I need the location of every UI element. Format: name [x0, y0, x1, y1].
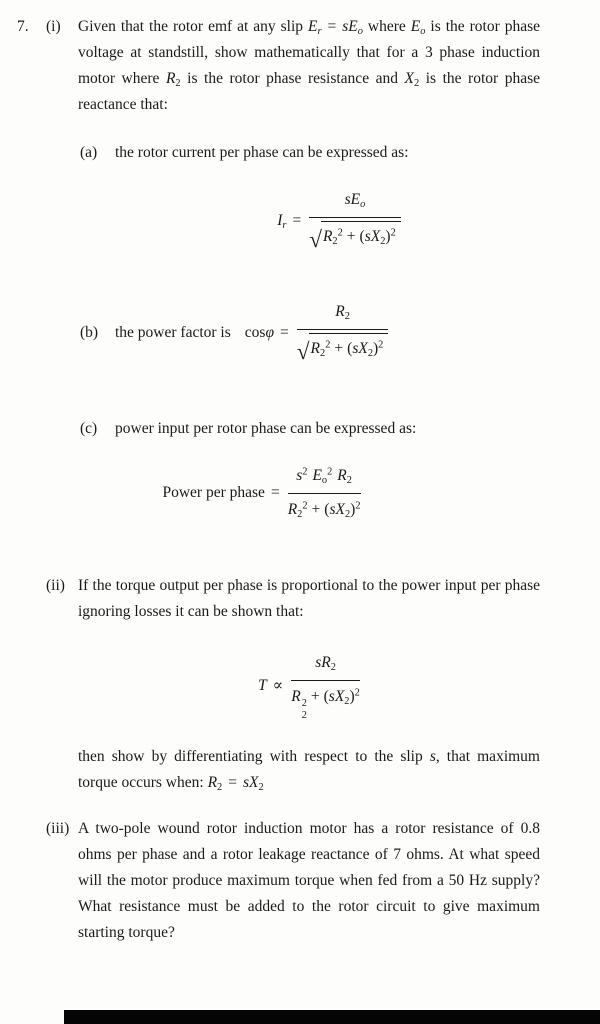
open-paren: ( [359, 228, 365, 246]
math-sX-base: sX [242, 774, 259, 792]
part-ii-body [78, 573, 540, 796]
math-Eo-base: E [410, 18, 421, 35]
math-R: R [287, 501, 298, 519]
formula-torque [78, 649, 540, 722]
formula-power-factor [245, 298, 389, 368]
sub-2: 2 [344, 696, 350, 708]
sub-2: 2 [332, 236, 338, 248]
math-sR-sub: 2 [330, 662, 336, 674]
plus-sign: + [311, 501, 321, 519]
part-ii-label: (ii) [46, 577, 65, 595]
intro-text-1: Given that the rotor emf at any slip [78, 18, 308, 35]
math-sX: sX [328, 688, 345, 706]
radical-sign-icon: √ [309, 227, 322, 254]
close-paren: ) [385, 228, 391, 246]
plus-sign: + [334, 340, 344, 358]
math-R: R [310, 340, 321, 358]
radical-sign-icon: √ [296, 339, 310, 366]
math-X2-sub: 2 [413, 78, 420, 90]
question-number: 7. [17, 18, 29, 35]
math-sEo-base: sE [344, 191, 361, 209]
formula-lead-text: Power per phase [162, 483, 265, 501]
math-sEo-sub: o [357, 26, 363, 38]
square-root [309, 221, 401, 254]
sub-2: 2 [367, 348, 373, 360]
sub-part-c [80, 416, 540, 442]
math-sR-base: sR [315, 654, 331, 672]
cos-function: cos [244, 324, 266, 342]
math-R-sub: 2 [346, 475, 352, 487]
math-Eo-sub: o [420, 26, 426, 38]
part-ii [17, 573, 540, 796]
math-R2-sub: 2 [344, 311, 350, 323]
math-R2-sub: 2 [175, 78, 181, 90]
intro-text-5: is the rotor phase reactance that: [78, 70, 540, 114]
fraction-numerator [288, 462, 361, 494]
p2-text-1: then show by differentiating with respect to the slip [78, 748, 430, 766]
close-paren: ) [350, 501, 356, 519]
math-sX: sX [352, 340, 368, 358]
intro-text-3: is the rotor phase voltage at standstill, show mathematically that for a 3 phase induction motor where [78, 18, 540, 88]
equals-sign: = [270, 483, 280, 501]
formula-rotor-current [78, 186, 540, 256]
plus-sign: + [310, 688, 320, 706]
part-i-intro [78, 14, 540, 118]
square-root [296, 333, 389, 366]
part-ii-paragraph-2 [78, 744, 540, 796]
sup-2: 2 [325, 339, 331, 351]
fraction-numerator [297, 298, 389, 330]
intro-text-4: is the rotor phase resistance and [180, 70, 405, 88]
sup-2: 2 [301, 698, 307, 710]
sub-part-a-text: the rotor current per phase can be expressed as: [115, 144, 409, 162]
math-E: E [312, 467, 322, 485]
proportional-to-sign: ∝ [272, 676, 284, 694]
fraction [288, 462, 361, 523]
sup-2: 2 [337, 227, 343, 239]
sub-2: 2 [320, 348, 326, 360]
radicand [321, 221, 401, 251]
math-R2-base: R [335, 303, 345, 321]
close-paren: ) [349, 688, 355, 706]
sub-part-c-text: power input per rotor phase can be expressed as: [115, 420, 417, 438]
math-R2 [166, 70, 175, 87]
fraction-numerator [309, 186, 401, 218]
sub-part-b-text: the power factor is [115, 324, 231, 342]
math-R2-base: R [165, 70, 176, 88]
math-sEo [342, 18, 363, 38]
sub-2: 2 [301, 710, 307, 722]
math-sEo [344, 191, 366, 211]
fraction-denominator [291, 681, 360, 722]
question-7 [17, 14, 540, 523]
fraction-denominator [288, 494, 361, 523]
math-s: s [296, 467, 303, 485]
sup-2: 2 [302, 466, 308, 478]
math-X2 [405, 70, 414, 87]
sub-2: 2 [380, 236, 386, 248]
math-X2-base: X [404, 70, 414, 88]
radicand [309, 333, 389, 363]
math-R2-sub: 2 [217, 782, 223, 794]
math-Er-sub: r [317, 26, 322, 38]
math-Er-base: E [308, 18, 318, 35]
part-iii-body [78, 816, 540, 946]
math-sEo-sub: o [360, 199, 366, 211]
plus-sign: + [346, 228, 356, 246]
part-iii-paragraph: A two-pole wound rotor induction motor has a rotor resistance of 0.8 ohms per phase and a rotor leakage reactance of 7 ohms. At what speed will the motor produce maximum torque when fed from a 50 Hz supply? What resistance must be added to the rotor circuit to give maximum starting torque? [78, 820, 540, 942]
part-iii-label: (iii) [46, 820, 70, 838]
part-i-body [78, 14, 540, 523]
equals-sign: = [292, 212, 302, 230]
math-Er [308, 18, 322, 38]
p2-text-2: , that maximum torque occurs when: [78, 748, 540, 792]
sub-part-b [80, 298, 540, 368]
equals-sign: = [280, 324, 289, 342]
sup-2: 2 [302, 500, 308, 512]
math-Ir [277, 208, 286, 234]
math-s: s [429, 748, 436, 766]
part-iii [17, 816, 540, 946]
math-sX: sX [329, 501, 345, 519]
intro-text-2: where [362, 18, 411, 35]
math-R2-base: R [207, 774, 218, 792]
open-paren: ( [347, 340, 353, 358]
fraction [309, 186, 401, 256]
equals-sign: = [228, 774, 237, 792]
sup-2: 2 [327, 466, 333, 478]
sup-2: 2 [390, 227, 396, 239]
math-phi: φ [265, 324, 275, 342]
fraction [297, 298, 389, 368]
sub-2: 2 [344, 509, 351, 521]
spacer [17, 573, 46, 796]
math-sEo-base: sE [342, 18, 358, 35]
sup-2: 2 [378, 339, 384, 351]
sup-2: 2 [354, 687, 360, 699]
sub-part-c-label: (c) [80, 420, 98, 438]
fraction-denominator [297, 330, 389, 368]
close-paren: ) [373, 340, 379, 358]
part-ii-paragraph-1: If the torque output per phase is proportional to the power input per phase ignoring losses it can be shown that: [78, 577, 540, 621]
sub-2: 2 [297, 509, 303, 521]
fraction-numerator [291, 649, 360, 681]
fraction [291, 649, 360, 722]
formula-power-per-phase [78, 462, 540, 523]
math-R: R [322, 228, 333, 246]
math-Ir-sub: r [282, 220, 287, 232]
math-T: T [258, 676, 267, 694]
math-sX: sX [364, 228, 381, 246]
math-R: R [337, 467, 347, 485]
fraction-denominator [309, 218, 401, 256]
math-R: R [291, 688, 301, 706]
sub-part-a-label: (a) [80, 144, 98, 162]
part-i-label: (i) [46, 18, 61, 35]
open-paren: ( [324, 501, 330, 519]
equals-sign: = [327, 18, 337, 35]
math-Eo [410, 18, 426, 38]
sub-part-a [80, 140, 540, 166]
sup-2: 2 [355, 500, 361, 512]
open-paren: ( [323, 688, 329, 706]
math-sX-sub: 2 [258, 782, 264, 794]
spacer [17, 816, 46, 946]
math-E-sub: o [321, 475, 328, 487]
sub-part-b-label: (b) [80, 324, 99, 342]
math-Ir-base: I [277, 212, 283, 230]
scan-artifact-bar [64, 1010, 600, 1024]
